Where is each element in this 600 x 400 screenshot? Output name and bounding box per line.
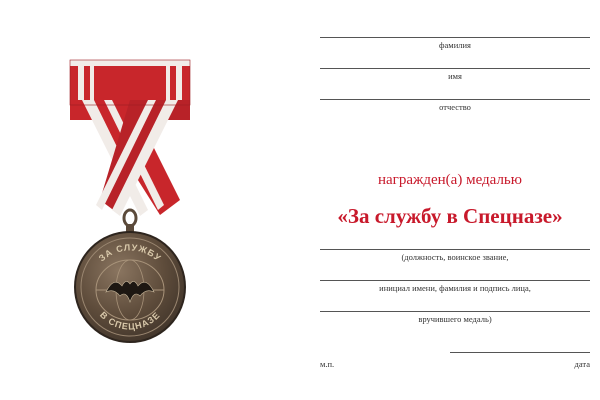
award-form — [300, 0, 600, 400]
medal-ribbon — [70, 60, 190, 216]
awarded-text: награжден(а) медалью — [378, 172, 522, 188]
patronymic-caption: отчество — [439, 102, 471, 112]
medal-svg — [60, 40, 300, 360]
medal-disc — [75, 232, 185, 342]
date-caption: дата — [574, 359, 590, 369]
medal-illustration — [60, 40, 300, 360]
position-caption-2: инициал имени, фамилия и подпись лица, — [379, 283, 531, 293]
name-caption: имя — [448, 71, 462, 81]
position-line-2 — [320, 280, 590, 281]
medal-title: «За службу в Спецназе» — [337, 204, 563, 228]
medal-bottom-text: В СПЕЦНАЗЕ — [97, 309, 163, 332]
surname-line — [320, 37, 590, 38]
stamp-caption: м.п. — [320, 359, 335, 369]
position-caption-1: (должность, воинское звание, — [401, 252, 509, 262]
medal-ring — [124, 210, 136, 232]
name-line — [320, 68, 590, 69]
date-line — [450, 352, 590, 353]
medal-top-text: ЗА СЛУЖБУ — [96, 242, 164, 264]
patronymic-line — [320, 99, 590, 100]
position-line-1 — [320, 249, 590, 250]
surname-caption: фамилия — [439, 40, 471, 50]
position-caption-3: вручившего медаль) — [418, 314, 492, 324]
position-line-3 — [320, 311, 590, 312]
